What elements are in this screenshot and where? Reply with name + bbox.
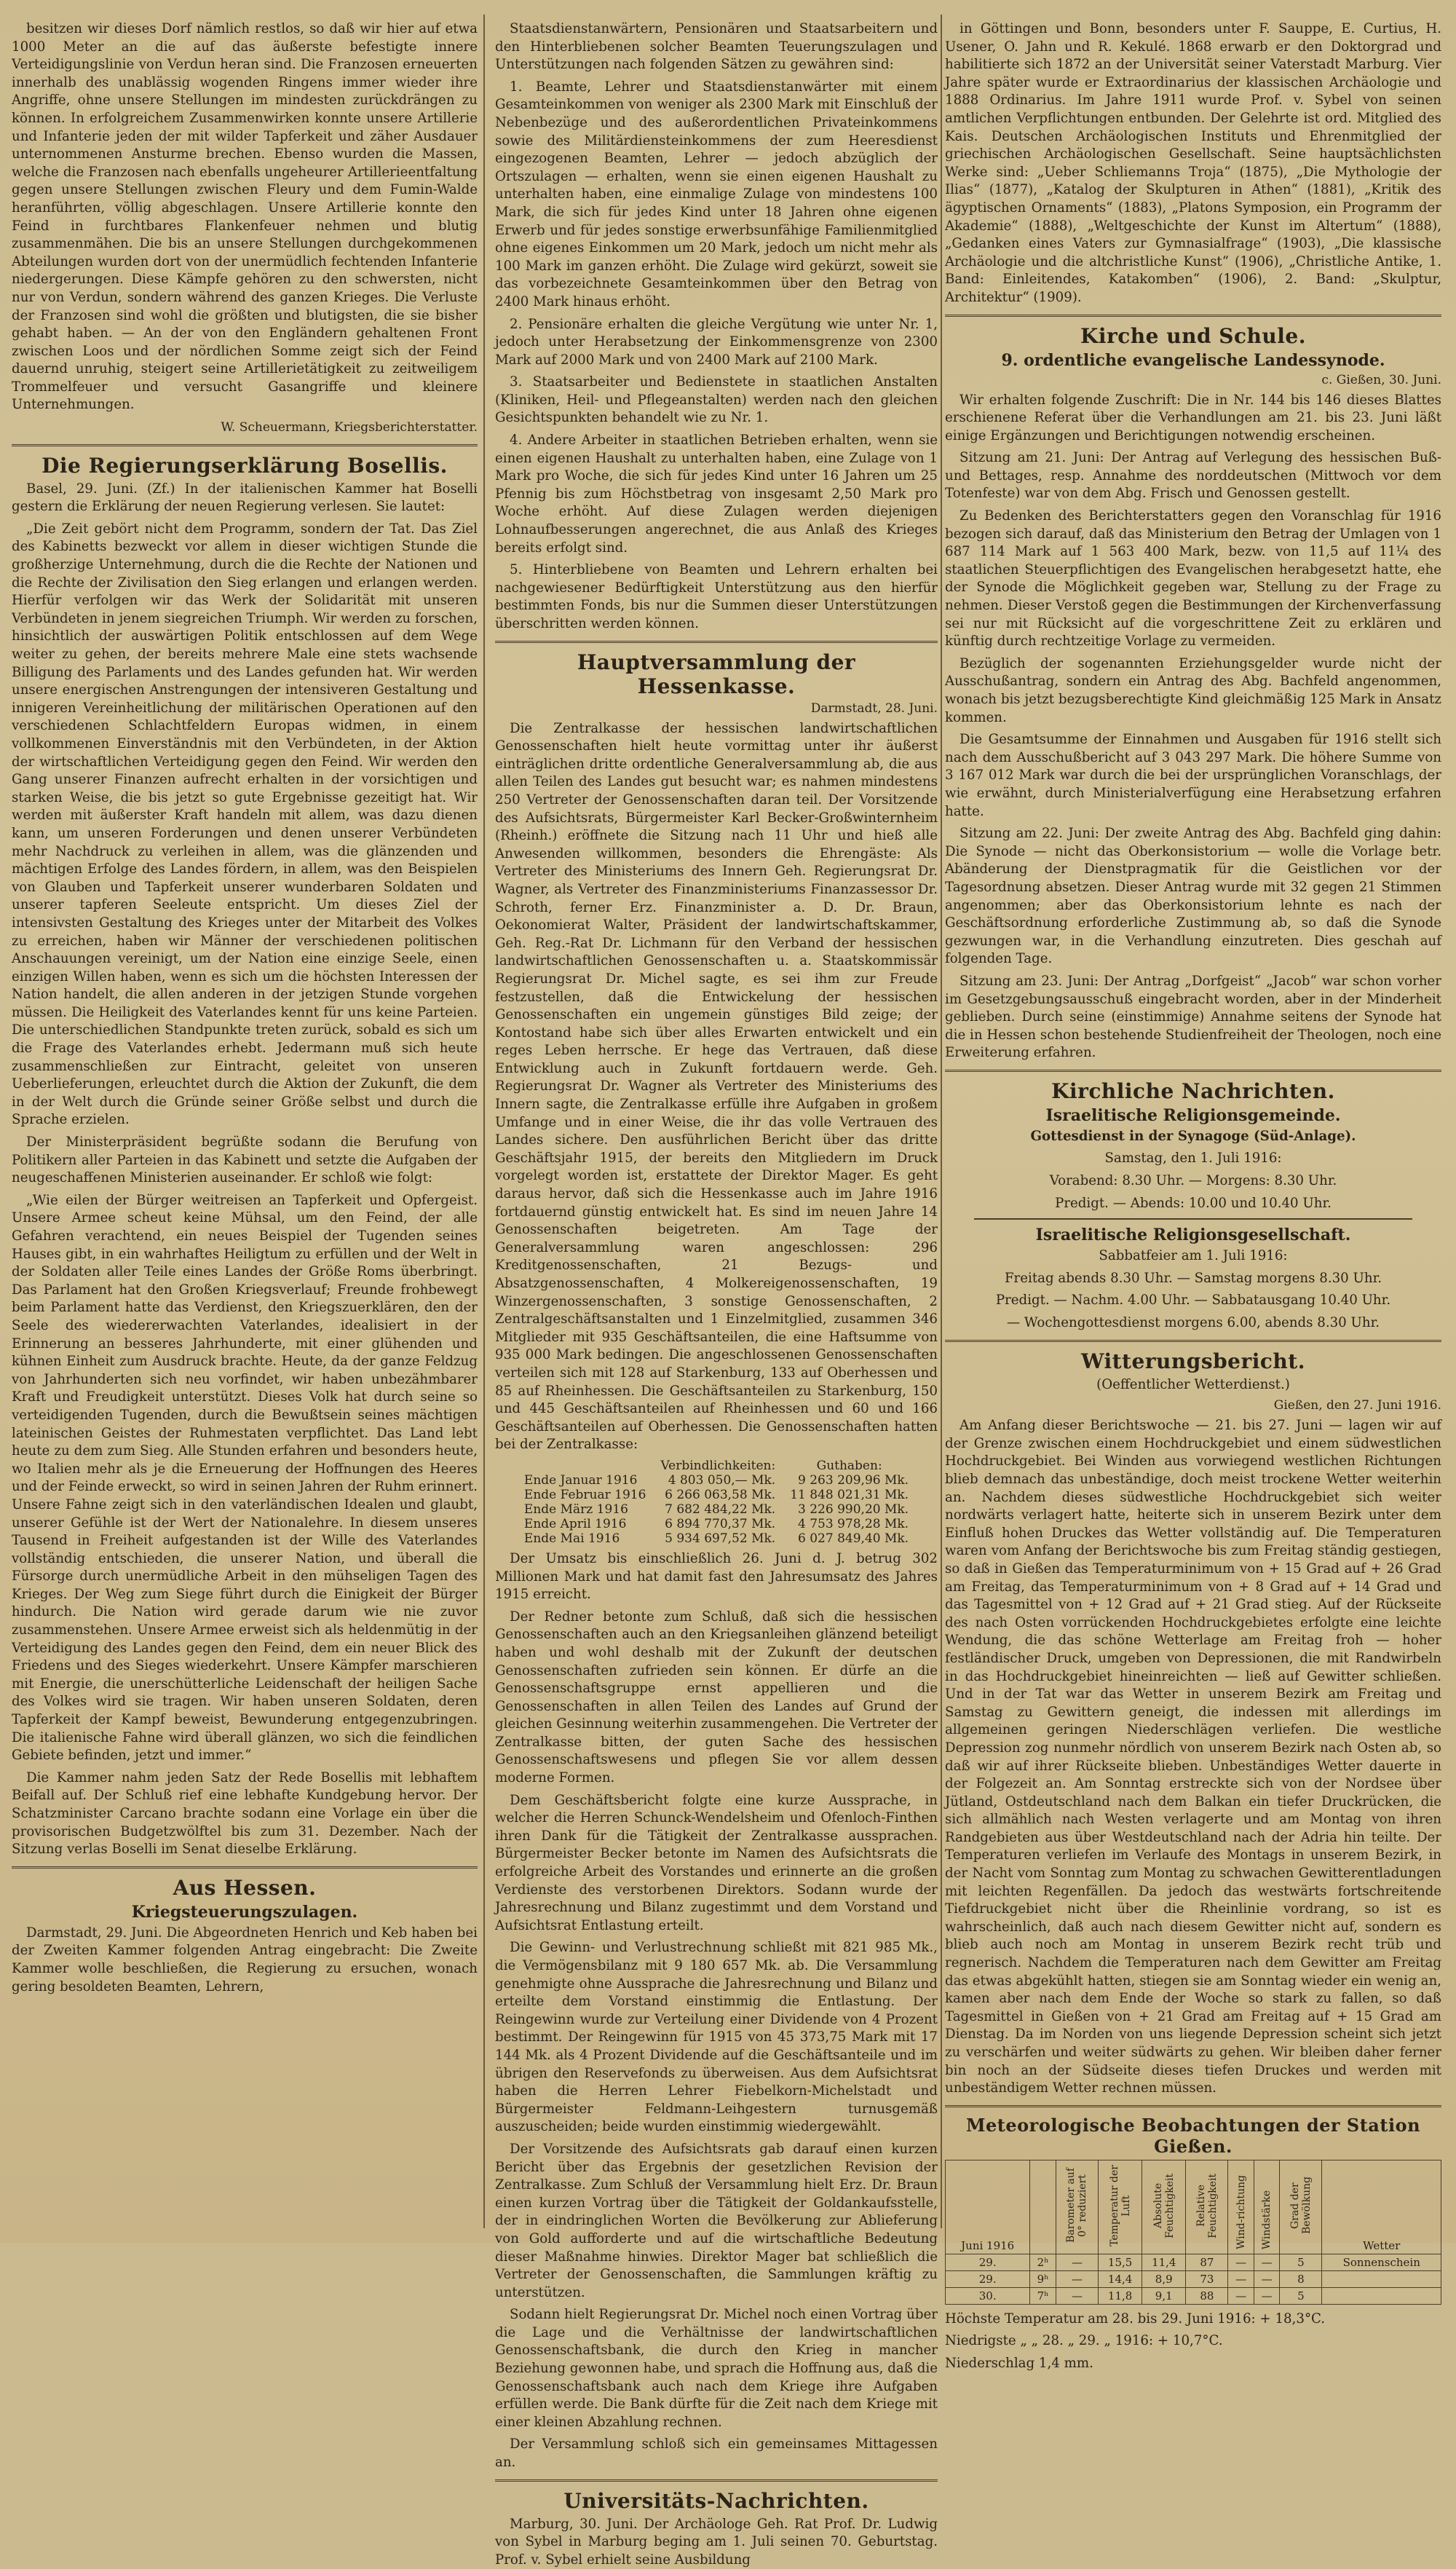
table-cell: Sonnenschein <box>1322 2254 1441 2270</box>
paragraph: Sodann hielt Regierungsrat Dr. Michel noch einen Vortrag über die Lage und die Verhältnisse der landwirtschaftlichen Genossenschaftsbank, die durch den Krieg in mancher Beziehung gewonnen habe, und sprach die Hoffnung aus, daß die Genossenschaftsbank auch nach dem Kriege ihre Aufgaben erfüllen werde. Die Bank dürfte für die Zeit nach dem Kriege mit einer kleinen Abzahlung rechnen. <box>495 2307 938 2430</box>
university-headline: Universitäts-Nachrichten. <box>563 2488 869 2513</box>
table-row <box>517 1473 916 1488</box>
table-row <box>517 1531 916 1546</box>
israel-gemeinde-title: Israelitische Religionsgemeinde. <box>1045 1105 1341 1125</box>
section-divider <box>945 1070 1441 1072</box>
table-cell: — <box>1254 2287 1279 2304</box>
kirche-headline: Kirche und Schule. <box>1080 323 1306 348</box>
table-cell: — <box>1056 2287 1098 2304</box>
column-rule <box>483 15 485 2228</box>
paragraph: Sitzung am 22. Juni: Der zweite Antrag des Abg. Bachfeld ging dahin: Die Synode — nicht das Oberkonsistorium — wolle die Vorlage betr. Abänderung der Dienstpragmatik für die Geistlichen vor der Tagesordnung absetzen. Dieser Antrag wurde mit 32 gegen 21 Stimmen angenommen; aber das Oberkonsistorium lehnte es nach der Geschäftsordnung erforderliche Zustimmung ab, so daß die Synode gezwungen war, in die Verhandlung einzutreten. Dies geschah auf folgenden Tage. <box>945 826 1441 967</box>
header-label: Relative Feuchtigkeit <box>1195 2173 1219 2238</box>
table-header-cell <box>1228 2160 1254 2254</box>
meteo-footer-line: Niederschlag 1,4 mm. <box>945 2355 1093 2371</box>
paragraph: 5. Hinterbliebene von Beamten und Lehrern erhalten bei nachgewiesener Bedürftigkeit Unterstützung aus den hierfür bestimmten Fonds, bis nur die Summen dieser Unterstützungen überschritten werden können. <box>495 562 938 631</box>
teuerungszulagen-body <box>495 20 938 634</box>
table-header-cell <box>517 1459 654 1473</box>
table-cell: 30. <box>946 2287 1030 2304</box>
table-cell: 4 803 050,— Mk. <box>668 1472 776 1488</box>
university-body <box>495 2516 938 2569</box>
paragraph: Die Kammer nahm jeden Satz der Rede Bosellis mit lebhaftem Beifall auf. Der Schluß rief eine lebhafte Kundgebung hervor. Der Schatzminister Carcano brachte sodann eine Vorlage ein über die provisorischen Budgetzwölftel bis zum 31. Dezember. Nach der Sitzung verlas Boselli im Senat dieselbe Erklärung. <box>12 1769 478 1858</box>
table-cell: Ende Mai 1916 <box>523 1531 620 1546</box>
table-cell: — <box>1254 2254 1279 2270</box>
sybel-continuation <box>945 20 1441 307</box>
paragraph: „Wie eilen der Bürger weitreisen an Tapferkeit und Opfergeist. Unsere Armee scheut keine Mühsal, um den Feind, der alle Gefahren verachtend, ein neues Beispiel der Tugenden seines Hauses gibt, in ein wahrhaftes Heiligtum zu erfüllen und der Welt in der Soldaten aller Teile eines Landes der Größe Roms überbringt. Das Parlament hat den Großen Kriegsverlauf; Freunde frohbewegt beim Parlament hatte das Verdienst, den Kriegszuerklären, den der Seele des wiedererwachten Vaterlandes, idealisiert in der Erinnerung an besseres Jahrhunderte, mit einer glühenden und kühnen Einheit zum Ausdruck brachte. Heute, da der ganze Feldzug von Jahrhunderten sich neu vorfindet, wir haben unbezähmbarer Kraft und Freudigkeit unterstützt. Dieses Volk hat durch seine so verteidigenden Tugenden, durch die Bewußtsein seines mächtigen lateinischen Geistes der Ruhmestaten verpflichtet. Das Land lebt heute zu dem zum Sieg. Alle Stunden erfahren und besonders heute, wo Italien mehr als je die Erneuerung der Hoffnungen des Heeres und der Feinde erweckt, so wird in seinen Jahren der Ruhm erinnert. Unsere Fahne zeigt sich in den vaterländischen Idealen und glaubt, unserer Gefühle ist der Wert der Nationalehre. In diesem unseres Tausend in Freiheit aufgestanden ist der Wille des Vaterlandes vollständig entschieden, die unserer Nation, und überall die Fürsorge durch unermüdliche Arbeit in den mühseligen Tagen des Krieges. Der Weg zum Siege führt durch die Einigkeit der Bürger hindurch. Die Nation wird gerade darum wie nie zuvor zusammenstehen. Unsere Armee erweist sich als heldenmütig in der Verteidigung des Landes gegen den Feind, dem ein neuer Blick des Friedens und des Sieges wiederkehrt. Unsere Kämpfer marschieren mit Energie, die unerschütterliche Leidenschaft der heiligen Sache des Volkes wird sie tragen. Wir haben unseren Soldaten, deren Tapferkeit der Kampf beweist, Bewunderung entgegenzubringen. Die italienische Fahne wird überall glänzen, wo sich die feindlichen Gebiete befinden, jetzt und immer.“ <box>12 1192 478 1764</box>
weather-service-label: (Oeffentlicher Wetterdienst.) <box>1096 1376 1290 1392</box>
paragraph: Am Anfang dieser Berichtswoche — 21. bis 27. Juni — lagen wir auf der Grenze zwischen einem Hochdruckgebiet und einem südwestlichen Hochdruckgebiet. Bei Winden aus vorwiegend westlichen Richtungen blieb demnach das unbeständige, doch meist trockene Wetter weiterhin an. Nachdem dieses südwestliche Hochdruckgebiet sich weiter nordwärts verlagert hatte, heiterte sich in unserem Bezirk unter dem Einfluß hohen Druckes das Wetter vollständig auf. Die Temperaturen waren vom Anfang der Berichtswoche bis zum Freitag ständig gestiegen, so daß in Gießen das Temperaturminimum von + 15 Grad auf + 26 Grad am Freitag, das Temperaturminimum von + 8 Grad auf + 14 Grad und das Tagesmittel von + 12 Grad auf + 21 Grad stieg. Auf der Rückseite des nach Osten vorrückenden Hochdruckgebietes erfolgte eine leichte Wendung, die das schöne Wetterlage am Freitag froh — hoher festländischer Druck, umgeben von Depressionen, die mit Randwirbeln in das Hochdruckgebiet hineinreichten — ließ auf Gewitter schließen. Und in der Tat war das Wetter in unserem Bezirk am Freitag und Samstag zu Gewittern geneigt, die indessen mit allerdings im allgemeinen geringen Niederschlägen verliefen. Die westliche Depression zog nunmehr nördlich von unserem Bezirk nach Osten ab, so daß wir auf ihrer Rückseite blieben. Unbeständiges Wetter dauerte in der Folgezeit an. Am Sonntag erstreckte sich von der Nordsee über Jütland, Ostdeutschland nach dem Balkan ein tiefer Druckrücken, die sich allmählich nach Westen verlagerte und am Montag von ihren Randgebieten aus über Westdeutschland nach der Adria hin teilte. Der Temperaturen verliefen im Verlaufe des Montags in unserem Bezirk, in der Nacht vom Sonntag zum Montag zu schwachen Gewitterentladungen mit leichten Regenfällen. Da jedoch das westwärts fortschreitende Tiefdruckgebiet nicht über die Rheinlinie vordrang, so ist es wahrscheinlich, daß auch nach diesem Gewitter nicht auf, sondern es blieb auch noch am Montag in unserem Bezirk recht trüb und regnerisch. Nachdem die Temperaturen nach dem Gewitter am Freitag das etwas abgekühlt hatten, stiegen sie am Sonntag wieder ein wenig an, kamen aber nach dem Ende der Woche so stark zu fallen, so daß Tagesmittel in Gießen von + 21 Grad am Freitag auf + 15 Grad am Dienstag. Da im Norden von uns liegende Depression scheint sich jetzt zu verschärfen und weiter südwärts zu gehen. Wir bleiben daher ferner bin noch an der Südseite dieses tiefen Druckes und werden mit unbeständigem Wetter rechnen müssen. <box>945 1418 1441 2096</box>
paragraph: Sitzung am 23. Juni: Der Antrag „Dorfgeist“ „Jacob“ war schon vorher im Gesetzgebungsausschuß eingebracht worden, aber in der Minderheit geblieben. Durch seine (einstimmige) Annahme seitens der Synode hat die in Hessen schon bestehende Studienfreiheit der Theologen, noch eine Erweiterung erfahren. <box>945 973 1441 1061</box>
table-cell: Ende Februar 1916 <box>523 1487 646 1502</box>
table-cell: 5 <box>1280 2254 1322 2270</box>
hessenkasse-body-continued <box>495 1550 938 2472</box>
table-cell: Ende Januar 1916 <box>523 1472 638 1488</box>
header-label: Wetter <box>1363 2238 1401 2252</box>
table-cell: 2ʰ <box>1030 2254 1056 2270</box>
table-cell: 6 894 770,37 Mk. <box>665 1516 776 1531</box>
table-cell: 4 753 978,28 Mk. <box>798 1516 909 1531</box>
divider <box>974 1218 1412 1220</box>
weather-headline: Witterungsbericht. <box>1081 1349 1305 1373</box>
table-header-cell <box>1322 2160 1441 2254</box>
table-cell: — <box>1056 2254 1098 2270</box>
table-cell: — <box>1228 2270 1254 2287</box>
table-cell: 29. <box>946 2254 1030 2270</box>
paragraph: Der Umsatz bis einschließlich 26. Juni d. J. betrug 302 Millionen Mark und hat damit fast den Jahresumsatz des Jahres 1915 erreicht. <box>495 1550 938 1603</box>
column-1 <box>12 20 478 2225</box>
table-cell: 73 <box>1186 2270 1228 2287</box>
paragraph: Die Gewinn- und Verlustrechnung schließt mit 821 985 Mk., die Vermögensbilanz mit 9 180 657 Mk. ab. Die Versammlung genehmigte ohne Aussprache die Jahresrechnung und Bilanz und erteilte dem Vorstand einstimmig die Entlastung. Der Reingewinn wurde zur Verteilung einer Dividende von 4 Prozent bestimmt. Der Reingewinn für 1915 von 45 373,75 Mark mit 17 144 Mk. als 4 Prozent Dividende auf die Geschäftsanteile und im übrigen den Reservefonds zu überweisen. Aus dem Aufsichtsrat haben die Herren Lehrer Fiebelkorn-Michelstadt und Bürgermeister Feldmann-Leihgestern turnusgemäß auszuscheiden; beide wurden einstimmig wiedergewählt. <box>495 1940 938 2135</box>
table-header-cell <box>1280 2160 1322 2254</box>
kirche-body <box>945 392 1441 1062</box>
header-label: Barometer auf 0° reduziert <box>1065 2168 1089 2244</box>
table-header-cell <box>1099 2160 1142 2254</box>
paragraph: Der Vorsitzende des Aufsichtsrats gab darauf einen kurzen Bericht über das Ergebnis der gesetzlichen Revision der Zentralkasse. Zum Schluß der Versammlung hielt Erz. Dr. Braun einen kurzen Vortrag über die Tätigkeit der Goldankaufsstelle, der in eindringlichen Worten die Bevölkerung zur Ablieferung von Gold aufforderte und auf die wirtschaftliche Bedeutung dieser Maßnahme hinwies. Direktor Mager bat schließlich die Vertreter der Genossenschaften, die Sammlungen kräftig zu unterstützen. <box>495 2141 938 2300</box>
service-time-line: Sabbatfeier am 1. Juli 1916: <box>1099 1248 1288 1264</box>
table-row <box>946 2287 1441 2304</box>
table-cell: 14,4 <box>1099 2270 1142 2287</box>
header-label: Grad der Bewölkung <box>1289 2177 1313 2235</box>
table-cell: 87 <box>1186 2254 1228 2270</box>
paragraph: Marburg, 30. Juni. Der Archäologe Geh. Rat Prof. Dr. Ludwig von Sybel in Marburg beging am 1. Juli seinen 70. Geburtstag. Prof. v. Sybel erhielt seine Ausbildung <box>495 2516 938 2568</box>
paragraph: Die Zentralkasse der hessischen landwirtschaftlichen Genossenschaften hielt heute vormittag unter ihr äußerst einträglichen dritte ordentliche Generalversammlung ab, die aus allen Teilen des Landes gut besucht war; es nahmen mindestens 250 Vertreter der Genossenschaften daran teil. Der Vorsitzende des Aufsichtsrats, Bürgermeister Karl Becker-Großwinternheim (Rheinh.) eröffnete die Sitzung nach 11 Uhr und hieß alle Anwesenden willkommen, besonders die Ehrengäste: Als Vertreter des Ministeriums des Innern Geh. Regierungsrat Dr. Wagner, als Vertreter des Finanzministeriums Finanzassessor Dr. Schroth, ferner Erz. Finanzminister a. D. Dr. Braun, Oekonomierat Walter, Präsident der landwirtschaftskammer, Geh. Reg.-Rat Dr. Lichmann für den Verband der hessischen landwirtschaftlichen Genossenschaften u. a. Staatskommissär Regierungsrat Dr. Michel sagte, es sei ihm zur Freude festzustellen, daß die Entwickelung der hessischen Genossenschaften ein ungemein günstiges Bild zeige; der Kontostand habe sich über alles Erwarten entwickelt und ein reges Leben herrsche. Er hege das Vertrauen, daß diese Entwicklung auch in Zukunft fortdauern werde. Geh. Regierungsrat Dr. Wagner als Vertreter des Ministeriums des Innern sagte, die Zentralkasse erfülle ihre Aufgaben in großem Umfange und in einer Weise, die ihr das volle Vertrauen des Landes sichere. Den ausführlichen Bericht über das dritte Geschäftsjahr 1915, der bereits den Mitgliedern im Druck vorgelegt worden ist, erstattete der Direktor Mager. Es geht daraus hervor, daß sich die Hessenkasse auch im Jahre 1916 fortdauernd günstig entwickelt hat. Es sind im neuen Jahre 14 Genossenschaften beigetreten. Am Tage der Generalversammlung waren angeschlossen: 296 Kreditgenossenschaften, 21 Bezugs- und Absatzgenossenschaften, 4 Molkereigenossenschaften, 19 Winzergenossenschaften, 3 sonstige Genossenschaften, 2 Zentralgeschäftsanstalten und 1 Einzelmitglied, zusammen 346 Mitglieder mit 935 Geschäftsanteilen, die eine Haftsumme von 935 000 Mark bedingen. Die angeschlossenen Genossenschaften verteilen sich mit 128 auf Starkenburg, 133 auf Oberhessen und 85 auf Rheinhessen. Die Geschäftsanteilen zu Starkenburg, 150 und 445 Geschäftsanteilen auf Rheinhessen und 60 und 166 Geschäftsanteilen auf Oberhessen. Die Genossenschaften hatten bei der Zentralkasse: <box>495 720 938 1453</box>
table-cell: 9,1 <box>1142 2287 1186 2304</box>
weather-dateline: Gießen, den 27. Juni 1916. <box>1273 1398 1441 1413</box>
table-cell: 6 266 063,58 Mk. <box>665 1487 776 1502</box>
hessen-article-body <box>12 1925 478 1996</box>
paragraph: Der Ministerpräsident begrüßte sodann die Berufung von Politikern aller Parteien in das Kabinett und setzte die Aufgaben der neugeschaffenen Ministerien auseinander. Er schloß wie folgt: <box>12 1134 478 1186</box>
table-header-cell <box>946 2160 1030 2254</box>
table-cell: 29. <box>946 2270 1030 2287</box>
table-cell <box>1322 2270 1441 2287</box>
section-divider <box>945 2105 1441 2107</box>
service-time-line: Freitag abends 8.30 Uhr. — Samstag morgens 8.30 Uhr. <box>1004 1270 1382 1286</box>
table-cell: 9 263 209,96 Mk. <box>798 1472 909 1488</box>
paragraph: Der Versammlung schloß sich ein gemeinsames Mittagessen an. <box>495 2436 938 2471</box>
service-time-line: Predigt. — Nachm. 4.00 Uhr. — Sabbatausgang 10.40 Uhr. <box>995 1293 1391 1309</box>
paragraph: Der Redner betonte zum Schluß, daß sich die hessischen Genossenschaften auch an den Kriegsanleihen glänzend beteiligt haben und wohl deshalb mit der Zukunft der deutschen Genossenschaften zufrieden sein können. Er dürfe an die Genossenschaftsgruppe ernst appellieren und die Genossenschaften in allen Teilen des Landes auf Grund der gleichen Gesinnung weiterhin zusammengehen. Die Vertreter der Zentralkasse bitten, der guten Sache des hessischen Genossenschaftswesens und pflegen Sie vor allem dessen moderne Formen. <box>495 1609 938 1786</box>
hessen-headline: Aus Hessen. <box>173 1875 317 1900</box>
paragraph: in Göttingen und Bonn, besonders unter F. Sauppe, E. Curtius, H. Usener, O. Jahn und R. Kekulé. 1868 erwarb er den Doktorgrad und habilitierte sich 1872 an der Universität seiner Vaterstadt Marburg. Vier Jahre später wurde er Extraordinarius der klassischen Archäologie und 1888 Ordinarius. Im Jahre 1911 wurde Prof. v. Sybel von seinen amtlichen Verpflichtungen entbunden. Der Gelehrte ist ord. Mitglied des Kais. Deutschen Archäologischen Instituts und Ehrenmitglied der griechischen Archäologischen Gesellschaft. Seine hauptsächlichsten Werke sind: „Ueber Schliemanns Troja“ (1875), „Die Mythologie der Ilias“ (1877), „Katalog der Skulpturen in Athen“ (1881), „Kritik des ägyptischen Ornaments“ (1883), „Platons Symposion, ein Programm der Akademie“ (1888), „Weltgeschichte der Kunst im Altertum“ (1888), „Gedanken eines Vaters zur Gymnasialfrage“ (1903), „Die klassische Archäologie und die altchristliche Kunst“ (1906), „Christliche Antike, 1. Band: Einleitendes, Katakomben“ (1906), 2. Band: „Skulptur, Architektur“ (1909). <box>945 21 1441 305</box>
paragraph: Basel, 29. Juni. (Zf.) In der italienischen Kammer hat Boselli gestern die Erklärung der neuen Regierung verlesen. Sie lautet: <box>12 481 478 515</box>
paragraph: 3. Staatsarbeiter und Bedienstete in staatlichen Anstalten (Kliniken, Heil- und Pflegeanstalten) werden nach den gleichen Gesichtspunkten behandelt wie zu Nr. 1. <box>495 374 938 426</box>
table-cell: 9ʰ <box>1030 2270 1056 2287</box>
header-label: Wind-richtung <box>1235 2174 1247 2249</box>
table-row <box>517 1517 916 1531</box>
table-cell: 5 <box>1280 2287 1322 2304</box>
header-label: Windstärke <box>1261 2190 1273 2249</box>
meteo-footer <box>945 2310 1441 2373</box>
paragraph: Staatsdienstanwärtern, Pensionären und Staatsarbeitern und den Hinterbliebenen solcher Beamten Teuerungszulagen und Unterstützungen nach folgenden Sätzen zu gewähren sind: <box>495 21 938 73</box>
table-cell: 11,4 <box>1142 2254 1186 2270</box>
table-header-cell <box>1056 2160 1098 2254</box>
kirche-dateline: c. Gießen, 30. Juni. <box>1321 372 1441 387</box>
table-cell: 11,8 <box>1099 2287 1142 2304</box>
israel-gesellschaft-title: Israelitische Religionsgesellschaft. <box>1035 1226 1351 1245</box>
boselli-headline: Die Regierungserklärung Bosellis. <box>41 453 448 478</box>
boselli-article-body <box>12 481 478 1129</box>
synagoge-service-title: Gottesdienst in der Synagoge (Süd-Anlage). <box>1030 1128 1356 1144</box>
service-time-line: Vorabend: 8.30 Uhr. — Morgens: 8.30 Uhr. <box>1049 1173 1337 1189</box>
table-cell: Ende März 1916 <box>523 1501 628 1517</box>
service-time-line: Samstag, den 1. Juli 1916: <box>1104 1151 1282 1167</box>
meteo-footer-line: Niedrigste „ „ 28. „ 29. „ 1916: + 10,7°C. <box>945 2333 1223 2349</box>
table-cell: 15,5 <box>1099 2254 1142 2270</box>
table-cell: 6 027 849,40 Mk. <box>798 1531 909 1546</box>
boselli-article-body-continued <box>12 1134 478 1859</box>
table-cell: — <box>1056 2270 1098 2287</box>
section-divider <box>495 2479 938 2482</box>
table-header-cell: Guthaben: <box>816 1458 882 1473</box>
paragraph: 4. Andere Arbeiter in staatlichen Betrieben erhalten, wenn sie einen eigenen Haushalt zu unterhalten haben, eine Zulage von 1 Mark pro Woche, die sich für jedes Kind unter 16 Jahren um 25 Pfennig bis zum Höchstbetrag von insgesamt 2,50 Mark pro Woche erhöht. Auf diese Zulagen werden diejenigen Lohnaufbesserungen angerechnet, die aus Anlaß des Krieges bereits erfolgt sind. <box>495 433 938 556</box>
weather-report-body <box>945 1417 1441 2098</box>
hessen-subheadline: Kriegsteuerungszulagen. <box>131 1902 358 1922</box>
service-time-line: Predigt. — Abends: 10.00 und 10.40 Uhr. <box>1055 1195 1332 1211</box>
israel-gesellschaft-times <box>945 1247 1441 1332</box>
paragraph: Wir erhalten folgende Zuschrift: Die in Nr. 144 bis 146 dieses Blattes erschienene Referat über die Verhandlungen am 21. bis 23. Juni läßt einige Ergänzungen und Berichtigungen notwendig erscheinen. <box>945 392 1441 443</box>
paragraph: Zu Bedenken des Berichterstatters gegen den Voranschlag für 1916 bezogen sich darauf, daß das Ministerium den Betrag der Umlagen von 1 687 114 Mark auf 1 563 400 Mark, bezw. von 11,5 auf 11¼ des staatlichen Steuerpflichtigen des Evangelischen herabgesetzt hatte, ehe der Synode die Möglichkeit gegeben war, Stellung zu der Frage zu nehmen. Dieser Verstoß gegen die Bestimmungen der Kirchenverfassung sei nur mit Rücksicht auf die vorgeschrittene Zeit zu erklären und künftig durch rechtzeitige Vorlage zu vermeiden. <box>945 508 1441 650</box>
paragraph: Sitzung am 21. Juni: Der Antrag auf Verlegung des hessischen Buß- und Bettages, resp. Annahme des norddeutschen (Mittwoch vor dem Totenfeste) war von dem Abg. Frisch und Genossen gestellt. <box>945 450 1441 502</box>
meteo-headline: Meteorologische Beobachtungen der Station Gießen. <box>965 2114 1421 2157</box>
table-header-cell: Verbindlichkeiten: <box>660 1458 776 1473</box>
section-divider <box>495 641 938 643</box>
table-cell: 88 <box>1186 2287 1228 2304</box>
war-report-signature: W. Scheuermann, Kriegsberichterstatter. <box>221 420 478 435</box>
table-cell: Ende April 1916 <box>523 1516 627 1531</box>
table-cell: — <box>1254 2270 1279 2287</box>
section-divider <box>12 444 478 446</box>
service-time-line: — Wochengottesdienst morgens 6.00, abends 8.30 Uhr. <box>1006 1315 1380 1331</box>
hessenkasse-body <box>495 720 938 1454</box>
table-row <box>946 2254 1441 2270</box>
column-3 <box>945 20 1441 2371</box>
table-cell: 7ʰ <box>1030 2287 1056 2304</box>
table-header-cell <box>1186 2160 1228 2254</box>
table-row <box>517 1502 916 1517</box>
table-header-cell <box>1254 2160 1279 2254</box>
hessenkasse-headline: Hauptversammlung der Hessenkasse. <box>577 650 856 698</box>
table-header-cell <box>1142 2160 1186 2254</box>
table-cell <box>1322 2287 1441 2304</box>
financial-table <box>517 1459 916 1546</box>
table-cell: — <box>1228 2254 1254 2270</box>
paragraph: Darmstadt, 29. Juni. Die Abgeordneten Henrich und Keb haben bei der Zweiten Kammer folgenden Antrag eingebracht: Die Zweite Kammer wolle beschließen, die Regierung zu ersuchen, wonach gering besoldeten Beamten, Lehrern, <box>12 1925 478 1994</box>
section-divider <box>12 1866 478 1868</box>
israel-gemeinde-times <box>945 1150 1441 1212</box>
table-cell: — <box>1228 2287 1254 2304</box>
section-divider <box>945 1340 1441 1342</box>
paragraph: 2. Pensionäre erhalten die gleiche Vergütung wie unter Nr. 1, jedoch unter Herabsetzung der Einkommensgrenze von 2300 Mark auf 2000 Mark und von 2400 Mark auf 2100 Mark. <box>495 316 938 368</box>
table-cell: 11 848 021,31 Mk. <box>790 1487 909 1502</box>
table-cell: 8,9 <box>1142 2270 1186 2287</box>
column-rule <box>941 15 942 2228</box>
table-row <box>517 1488 916 1502</box>
table-cell: 7 682 484,22 Mk. <box>665 1501 776 1517</box>
table-cell: 5 934 697,52 Mk. <box>665 1531 776 1546</box>
meteo-table <box>945 2160 1441 2305</box>
paragraph: „Die Zeit gebört nicht dem Programm, sondern der Tat. Das Ziel des Kabinetts bezweckt vor allem in dieser wichtigen Stunde die großherzige Unternehmung, durch die die Rechte der Nationen und die Rechte der Zivilisation den Sieg erlangen und erlangen werden. Hierfür verfolgen wir das Werk der Solidarität mit unseren Verbündeten in jenem siegreichen Triumph. Wir werden zu forschen, hinsichtlich der auswärtigen Politik entschlossen auf dem Wege weiter zu gehen, der bereits mehrere Male eine stets wachsende Billigung des Parlaments und des Landes gefunden hat. Wir werden unsere energischen Anstrengungen der intensiveren Gestaltung und innigeren Vereinheitlichung der militärischen Operationen auf den verschiedenen Schlachtfeldern Europas widmen, in einem vollkommenen Einverständnis mit den Verbündeten, in der Aktion der wirtschaftlichen Verteidigung gegen den Feind. Wir werden den Gang unserer Finanzen aufrecht erhalten in der vorsichtigen und starken Weise, die bis jetzt so gute Ergebnisse gezeitigt hat. Wir werden mit äußerster Kraft handeln mit allem, was dazu dienen kann, um unseren Forderungen und denen unserer Verbündeten mehr Nachdruck zu verleihen in allem, was die glänzenden und mächtigen Erfolge des Landes fördern, in allem, was den Beispielen von Glauben und Tapferkeit unserer wunderbaren Soldaten und unserer tapferen Seeleute entspricht. Um dieses Ziel der intensivsten Gestaltung des Krieges unter der Mitarbeit des Volkes zu erreichen, haben wir Männer der verschiedenen politischen Anschauungen vereinigt, um der Nation eine einzige Seele, einen einzigen Willen haben, wenn es sich um die höchsten Interessen der Nation handelt, die allen anderen in der jetzigen Stunde vorgehen müssen. Die Heiligkeit des Vaterlandes kennt für uns keine Parteien. Die unterschiedlichen Standpunkte treten zurück, sobald es sich um die Frage des Vaterlandes erhebt. Jedermann muß sich heute zusammenschließen zur Eintracht, geleitet von unseren Ueberlieferungen, erleuchtet durch die Aktion der Zukunft, die dem in der Welt durch die Gründe seiner Größe selbst und durch die Sprache erzielen. <box>12 521 478 1128</box>
paragraph: 1. Beamte, Lehrer und Staatsdienstanwärter mit einem Gesamteinkommen von weniger als 2300 Mark mit Einschluß der Nebenbezüge und des außerordentlichen Privateinkommens sowie des Militärdiensteinkommens der zum Heeresdienst eingezogenen Beamten, Lehrer — jedoch abzüglich der Ortszulagen — erhalten, wenn sie einen eigenen Haushalt zu unterhalten haben, eine einmalige Zulage von mindestens 100 Mark, die sich für jedes Kind unter 18 Jahren ohne eigenen Erwerb und für jedes sonstige erwerbsunfähige Familienmitglied ohne eigenes Einkommen um 20 Mark, jedoch um nicht mehr als 100 Mark im ganzen erhöht. Die Zulage wird gekürzt, soweit sie das vorbezeichnete Gesamteinkommen über den Betrag von 2400 Mark hinaus erhöht. <box>495 79 938 309</box>
header-label: Absolute Feuchtigkeit <box>1152 2173 1176 2238</box>
paragraph: besitzen wir dieses Dorf nämlich restlos, so daß wir hier auf etwa 1000 Meter an die auf das äußerste befestigte innere Verteidigungslinie von Verdun heran sind. Die Franzosen erneuerten innerhalb des unablässig wogenden Ringens immer wieder ihre Angriffe, ohne unsere Stellungen im mindesten zurückdrängen zu können. In erfolgreichem Zusammenwirken konnte unsere Artillerie und Infanterie jeden der mit wilder Tapferkeit und zäher Ausdauer unternommenen Ansturme brechen. Ebenso wurden die Massen, welche die Franzosen nach ebenfalls ungeheurer Artillerieentfaltung gegen unsere Stellungen zwischen Fleury und dem Fumin-Walde heranführten, völlig abgeschlagen. Unsere Artillerie konnte den Feind in furchtbares Flankenfeuer nehmen und blutig zusammenmähen. Die bis an unsere Stellungen durchgekommenen Abteilungen wurden dort von der unermüdlich fechtenden Infanterie niedergerungen. Diese Kämpfe gehören zu den schwersten, nicht nur von Verdun, sondern während des ganzen Krieges. Die Verluste der Franzosen sind wohl die größten und blutigsten, die sie bisher gehabt haben. — An der von den Engländern gehaltenen Front zwischen Loos und der nördlichen Somme zeigt sich der Feind dauernd unruhig, steigert seine Artillerietätigkeit zu zeitweiligem Trommelfeuer und versucht Gasangriffe und kleinere Unternehmungen. <box>12 21 478 413</box>
war-report-body <box>12 20 478 414</box>
column-2 <box>495 20 938 2568</box>
synode-subheadline: 9. ordentliche evangelische Landessynode. <box>1001 350 1385 370</box>
section-divider <box>945 315 1441 317</box>
hessenkasse-dateline: Darmstadt, 28. Juni. <box>810 701 938 716</box>
meteo-footer-line: Höchste Temperatur am 28. bis 29. Juni 1916: + 18,3°C. <box>945 2310 1326 2327</box>
paragraph: Die Gesamtsumme der Einnahmen und Ausgaben für 1916 stellt sich nach dem Ausschußbericht auf 3 043 297 Mark. Die höhere Summe von 3 167 012 Mark war durch die bei der ursprünglichen Voranschlags, der wie erwähnt, durch Ministerialverfügung eine Herabsetzung erfahren hatte. <box>945 732 1441 819</box>
table-row <box>946 2270 1441 2287</box>
header-label: Juni 1916 <box>961 2238 1015 2252</box>
table-cell: 3 226 990,20 Mk. <box>798 1501 909 1517</box>
table-header-cell <box>1030 2160 1056 2254</box>
kirchliche-headline: Kirchliche Nachrichten. <box>1051 1078 1335 1103</box>
header-label: Temperatur der Luft <box>1108 2164 1132 2246</box>
table-cell: 8 <box>1280 2270 1322 2287</box>
paragraph: Dem Geschäftsbericht folgte eine kurze Aussprache, in welcher die Herren Schunck-Wendelsheim und Ofenloch-Finthen ihren Dank für die Tätigkeit der Zentralkasse aussprachen. Bürgermeister Becker betonte im Namen des Aufsichtsrats die erfolgreiche Arbeit des Vorstandes und erinnerte an die großen Verdienste des verstorbenen Direktors. Sodann wurde der Jahresrechnung und Bilanz zugestimmt und dem Vorstand und Aufsichtsrat Entlastung erteilt. <box>495 1792 938 1933</box>
paragraph: Bezüglich der sogenannten Erziehungsgelder wurde nicht der Ausschußantrag, sondern ein Antrag des Abg. Bachfeld angenommen, wonach bis jetzt bezugsberechtigte Kind gleichmäßig 125 Mark in Ansatz kommen. <box>945 655 1441 725</box>
